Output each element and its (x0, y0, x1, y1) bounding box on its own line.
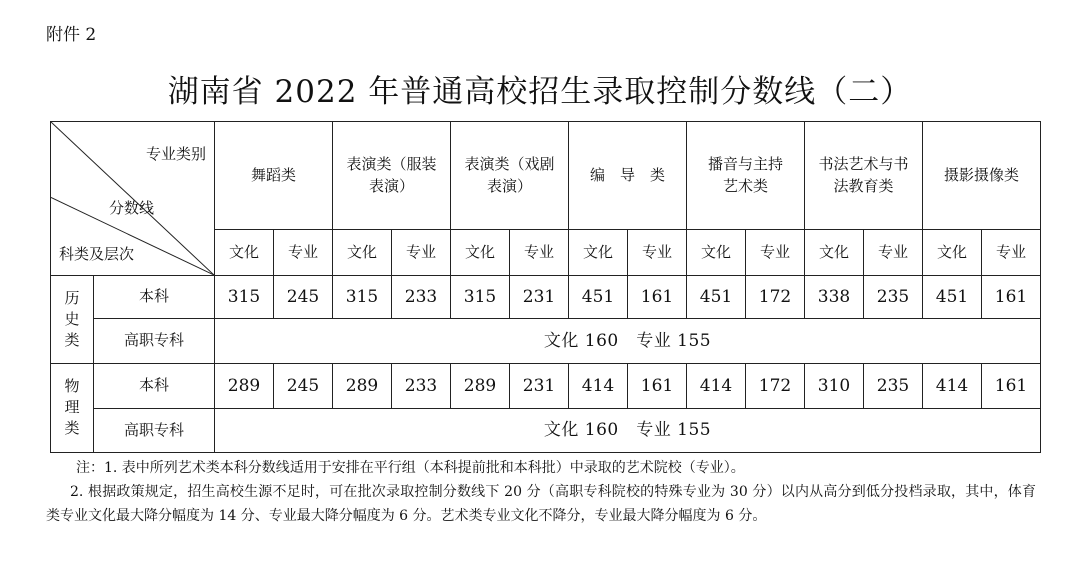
subheader-major: 专业 (510, 230, 569, 276)
table-row-history-undergrad (51, 276, 1041, 319)
category-header-directing: 编 导 类 (569, 122, 687, 230)
score-cell: 161 (628, 364, 687, 409)
category-header-photography: 摄影摄像类 (923, 122, 1041, 230)
table-row-history-vocational (51, 319, 1041, 364)
score-cell: 233 (392, 364, 451, 409)
category-header-calligraphy: 书法艺术与书法教育类 (805, 122, 923, 230)
corner-label-score: 分数线 (109, 199, 155, 217)
score-cell: 231 (510, 276, 569, 319)
score-cell: 315 (451, 276, 510, 319)
page-title: 湖南省 2022 年普通高校招生录取控制分数线（二） (167, 74, 913, 110)
score-cell: 289 (451, 364, 510, 409)
subheader-major: 专业 (628, 230, 687, 276)
level-label-vocational: 高职专科 (94, 319, 215, 364)
score-cell: 451 (569, 276, 628, 319)
footnote-1: 注：1. 表中所列艺术类本科分数线适用于安排在平行组（本科提前批和本科批）中录取的艺术院校（专业）。 (76, 460, 745, 476)
score-cell: 245 (274, 364, 333, 409)
attachment-label: 附件 2 (46, 25, 97, 45)
score-cell: 231 (510, 364, 569, 409)
score-cell: 289 (215, 364, 274, 409)
level-label-vocational: 高职专科 (94, 409, 215, 453)
subheader-culture: 文化 (805, 230, 864, 276)
footnotes (46, 456, 1036, 528)
table-row-physics-undergrad (51, 364, 1041, 409)
score-cell: 338 (805, 276, 864, 319)
category-header-dance: 舞蹈类 (215, 122, 333, 230)
score-cell: 172 (746, 276, 805, 319)
category-header-fashion-performance: 表演类（服装表演） (333, 122, 451, 230)
score-cell: 172 (746, 364, 805, 409)
score-cell: 414 (569, 364, 628, 409)
subheader-culture: 文化 (923, 230, 982, 276)
subheader-major: 专业 (982, 230, 1041, 276)
subheader-culture: 文化 (451, 230, 510, 276)
level-label-undergrad: 本科 (94, 364, 215, 409)
subheader-culture: 文化 (687, 230, 746, 276)
score-cell: 235 (864, 276, 923, 319)
score-cell: 451 (923, 276, 982, 319)
subheader-major: 专业 (392, 230, 451, 276)
category-header-broadcasting: 播音与主持艺术类 (687, 122, 805, 230)
footnote-2: 2. 根据政策规定，招生高校生源不足时，可在批次录取控制分数线下 20 分（高职专科院校的特殊专业为 30 分）以内从高分到低分投档录取，其中，体育类专业文化最大降分幅度为 14 分、专业最大降分幅度为 6 分。艺术类专业文化不降分，专业最大降分幅度为 6 分。 (46, 484, 1036, 524)
subheader-culture: 文化 (215, 230, 274, 276)
corner-label-category: 专业类别 (145, 145, 206, 163)
score-cell: 289 (333, 364, 392, 409)
score-cell: 245 (274, 276, 333, 319)
group-label-history: 历史类 (51, 276, 94, 364)
score-cell: 315 (333, 276, 392, 319)
subheader-major: 专业 (864, 230, 923, 276)
subheader-culture: 文化 (333, 230, 392, 276)
score-cell: 161 (982, 364, 1041, 409)
score-table (50, 121, 1041, 453)
subheader-culture: 文化 (569, 230, 628, 276)
table-corner-header (51, 122, 215, 276)
score-cell: 233 (392, 276, 451, 319)
table-row-physics-vocational (51, 409, 1041, 453)
vocational-score-cell: 文化 160 专业 155 (215, 409, 1041, 453)
vocational-score-cell: 文化 160 专业 155 (215, 319, 1041, 364)
score-cell: 310 (805, 364, 864, 409)
score-cell: 414 (687, 364, 746, 409)
subheader-major: 专业 (274, 230, 333, 276)
score-cell: 235 (864, 364, 923, 409)
level-label-undergrad: 本科 (94, 276, 215, 319)
corner-label-track: 科类及层次 (59, 245, 135, 263)
score-cell: 161 (628, 276, 687, 319)
score-cell: 315 (215, 276, 274, 319)
score-cell: 161 (982, 276, 1041, 319)
category-header-drama-performance: 表演类（戏剧表演） (451, 122, 569, 230)
subheader-major: 专业 (746, 230, 805, 276)
score-cell: 451 (687, 276, 746, 319)
group-label-physics: 物理类 (51, 364, 94, 453)
score-cell: 414 (923, 364, 982, 409)
